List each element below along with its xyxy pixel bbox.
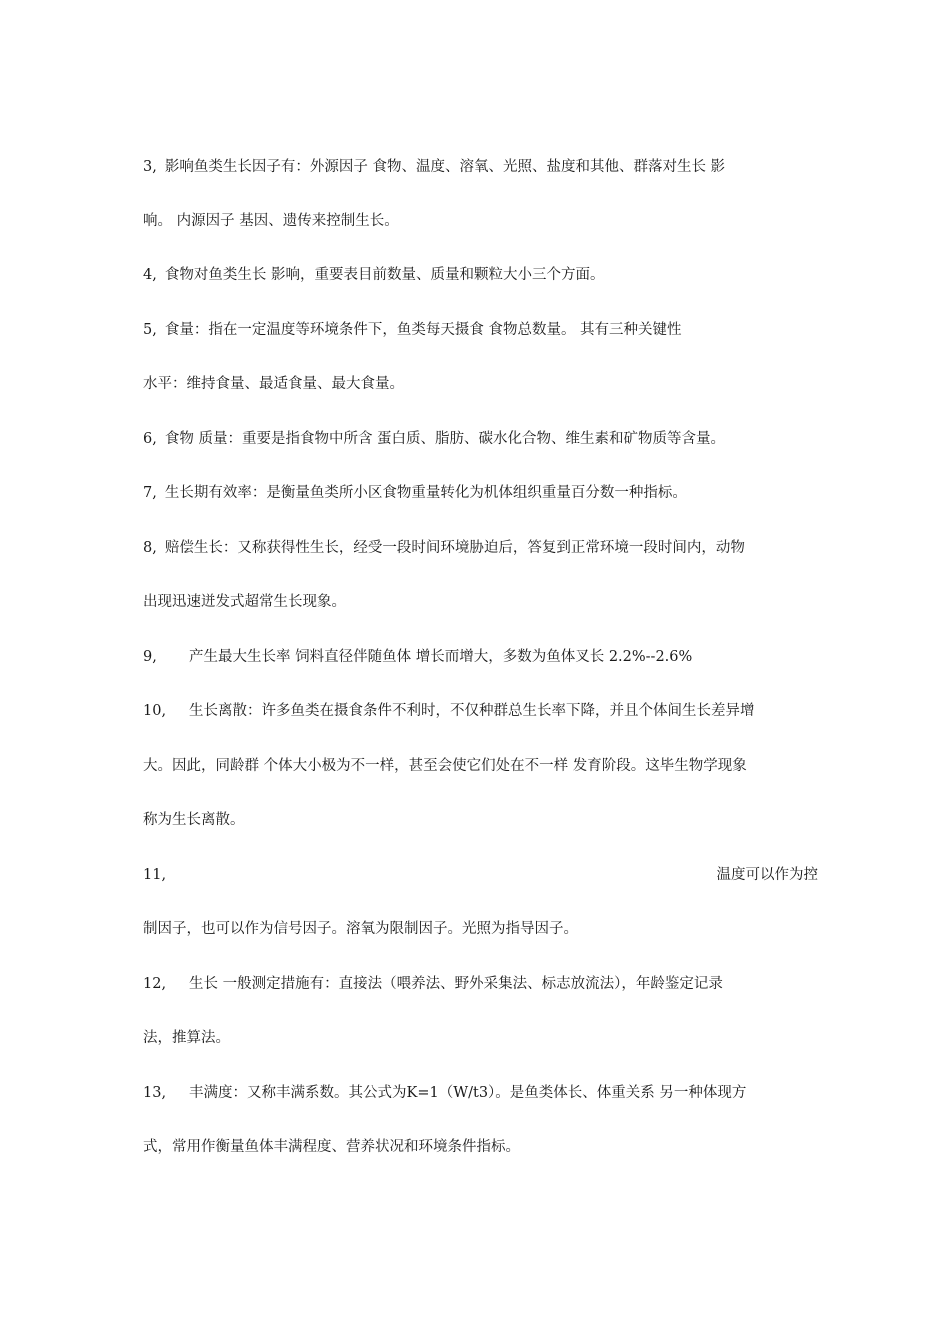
item-3-line-1 xyxy=(143,157,818,177)
item-8-line-2 xyxy=(143,592,818,612)
item-3-line-2 xyxy=(143,211,818,231)
item-number: 11, xyxy=(143,867,167,883)
item-number: 13, xyxy=(143,1085,167,1101)
item-text: 生长离散：许多鱼类在摄食条件不利时，不仅种群总生长率下降，并且个体间生长差异增 xyxy=(189,703,755,719)
item-12-line-2 xyxy=(143,1028,818,1048)
item-text: 水平：维持食量、最适食量、最大食量。 xyxy=(143,376,404,392)
item-number: 5, xyxy=(143,322,157,338)
item-number: 6, xyxy=(143,431,157,447)
item-4-line-1 xyxy=(143,265,818,285)
item-number: 3, xyxy=(143,159,157,175)
item-text: 大。因此，同龄群 个体大小极为不一样，甚至会使它们处在不一样 发育阶段。这毕生物学现象 xyxy=(143,758,747,774)
item-11-line-1 xyxy=(143,865,818,885)
item-10-line-1 xyxy=(143,701,818,721)
item-7-line-1 xyxy=(143,483,818,503)
item-5-line-1 xyxy=(143,320,818,340)
item-10-line-3 xyxy=(143,810,818,830)
item-text: 温度可以作为控 xyxy=(716,867,818,883)
item-text: 食物对鱼类生长 影响，重要表目前数量、质量和颗粒大小三个方面。 xyxy=(164,267,605,283)
item-text: 食量：指在一定温度等环境条件下，鱼类每天摄食 食物总数量。 其有三种关键性 xyxy=(164,322,682,338)
item-text: 制因子，也可以作为信号因子。溶氧为限制因子。光照为指导因子。 xyxy=(143,921,578,937)
item-12-line-1 xyxy=(143,974,818,994)
item-number: 9, xyxy=(143,649,157,665)
item-5-line-2 xyxy=(143,374,818,394)
item-text: 影响鱼类生长因子有：外源因子 食物、温度、溶氧、光照、盐度和其他、群落对生长 影 xyxy=(164,159,726,175)
item-text: 赔偿生长：又称获得性生长，经受一段时间环境胁迫后，答复到正常环境一段时间内，动物 xyxy=(164,540,745,556)
item-text: 食物 质量：重要是指食物中所含 蛋白质、脂肪、碳水化合物、维生素和矿物质等含量。 xyxy=(164,431,726,447)
item-8-line-1 xyxy=(143,538,818,558)
item-text: 丰满度：又称丰满系数。其公式为K=1（W/t3）。是鱼类体长、体重关系 另一种体现方 xyxy=(189,1085,747,1101)
item-text: 生长期有效率：是衡量鱼类所小区食物重量转化为机体组织重量百分数一种指标。 xyxy=(164,485,687,501)
item-text: 式，常用作衡量鱼体丰满程度、营养状况和环境条件指标。 xyxy=(143,1139,520,1155)
item-6-line-1 xyxy=(143,429,818,449)
item-number: 4, xyxy=(143,267,157,283)
item-9-line-1 xyxy=(143,647,818,667)
item-number: 12, xyxy=(143,976,167,992)
item-13-line-1 xyxy=(143,1083,818,1103)
item-text: 出现迅速迸发式超常生长现象。 xyxy=(143,594,346,610)
item-text: 称为生长离散。 xyxy=(143,812,245,828)
item-text: 生长 一般测定措施有：直接法（喂养法、野外采集法、标志放流法），年龄鉴定记录 xyxy=(189,976,723,992)
item-number: 10, xyxy=(143,703,167,719)
item-text: 法，推算法。 xyxy=(143,1030,230,1046)
item-number: 8, xyxy=(143,540,157,556)
item-number: 7, xyxy=(143,485,157,501)
item-13-line-2 xyxy=(143,1137,818,1157)
item-text: 产生最大生长率 饲料直径伴随鱼体 增长而增大，多数为鱼体叉长 2.2%--2.6% xyxy=(189,649,693,665)
item-10-line-2 xyxy=(143,756,818,776)
item-11-line-2 xyxy=(143,919,818,939)
item-text: 响。 内源因子 基因、遗传来控制生长。 xyxy=(143,213,399,229)
